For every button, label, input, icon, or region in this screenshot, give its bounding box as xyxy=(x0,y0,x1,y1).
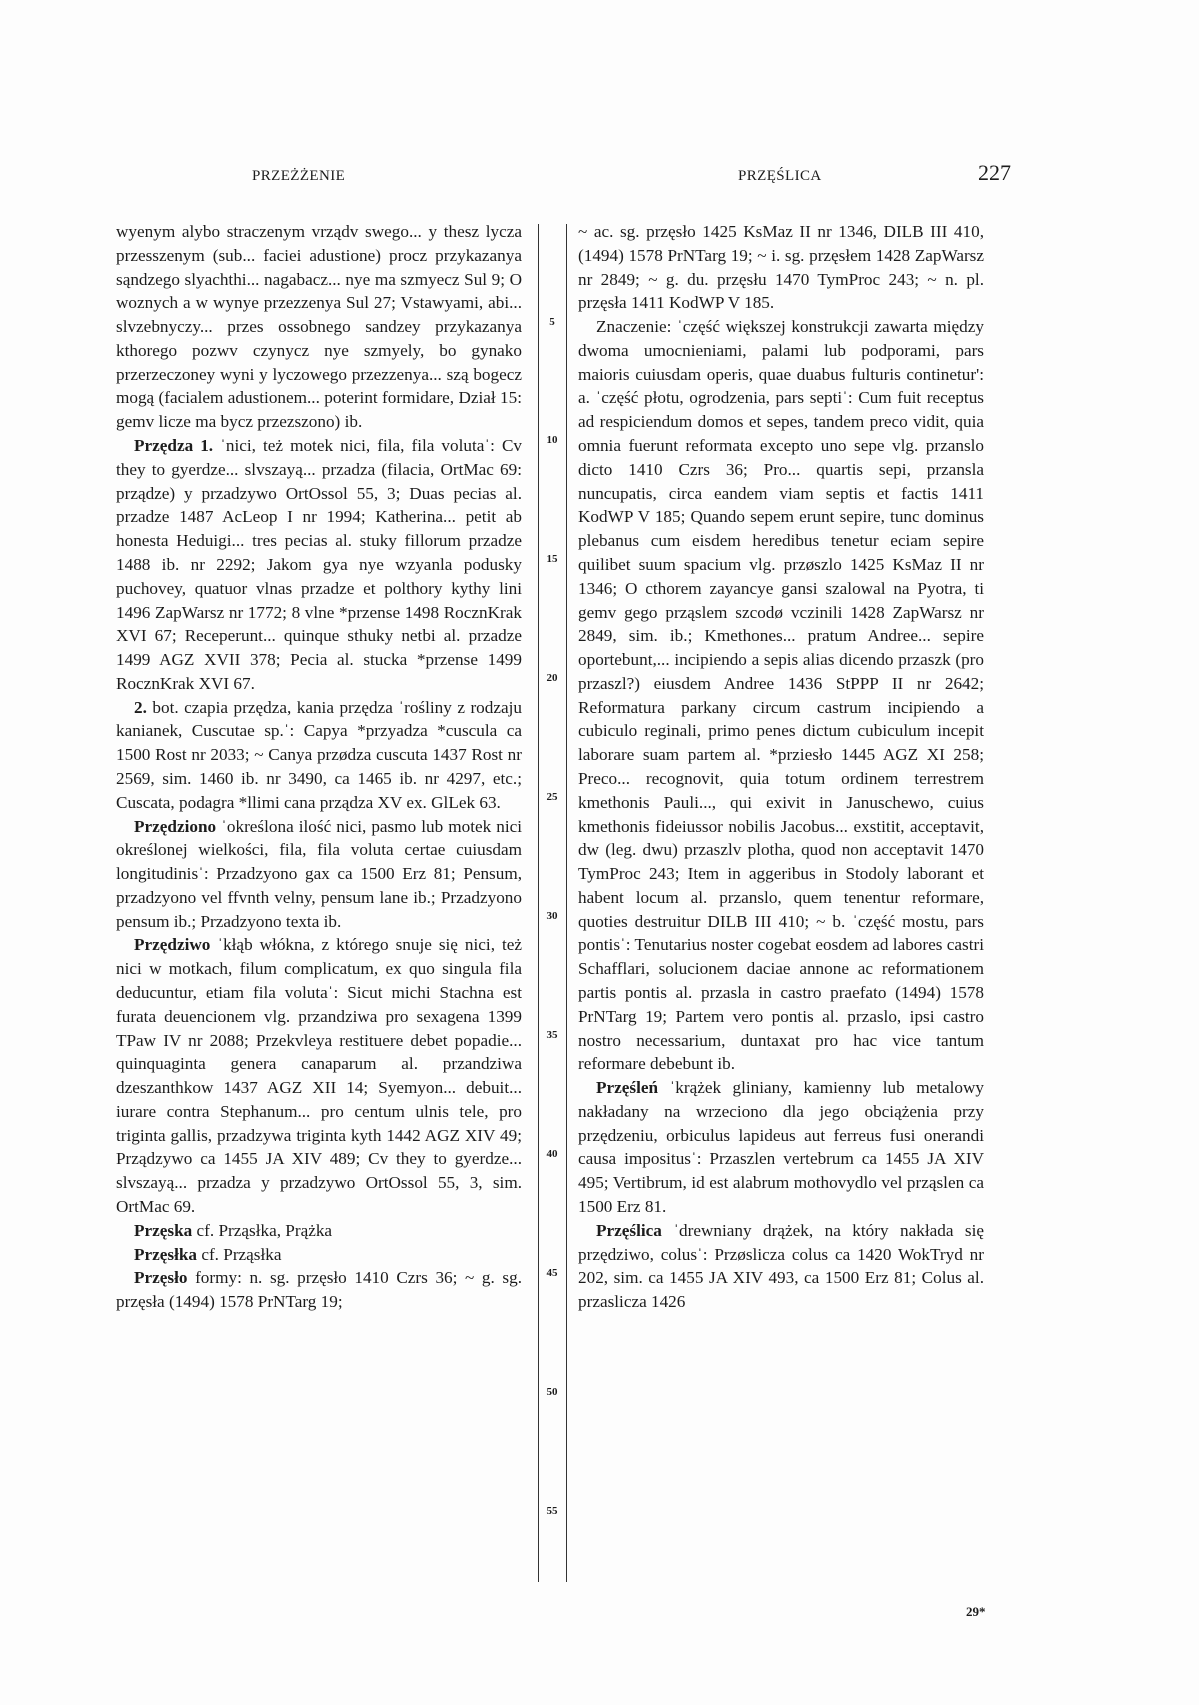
entry-przeslka xyxy=(116,1243,522,1267)
entry-continuation: ~ ac. sg. przęsło 1425 KsMaz II nr 1346, DILB III 410, (1494) 1578 PrNTarg 19; ~ i. sg. przęsłem 1428 ZapWarsz nr 2849; ~ g. du. przęsłu 1470 TymProc 243; ~ n. pl. przęsła 1411 KodWP V 185. xyxy=(578,222,984,313)
line-number: 30 xyxy=(546,910,558,922)
entry-przeska xyxy=(116,1219,522,1243)
sense-number: 2. xyxy=(134,697,147,717)
running-head-center: PRZĘŚLICA xyxy=(738,168,822,184)
line-number: 20 xyxy=(546,672,558,684)
headword: Przęsło xyxy=(134,1268,188,1288)
entry-przeslo xyxy=(116,1266,522,1314)
entry-przedziono xyxy=(116,815,522,934)
line-number: 10 xyxy=(546,434,558,446)
line-number: 50 xyxy=(546,1386,558,1398)
entry-przeslica xyxy=(578,1219,984,1314)
entry-text: bot. czapia przędza, kania przędza ˈrośliny z rodzaju kanianek, Cuscutae sp.ˈ: Capya *przyadza *cuscula ca 1500 Rost nr 2033; ~ Canya przødza cuscuta 1437 Rost nr 2569, sim. 1460 ib. nr 3490, ca 1465 ib. nr 4297, etc.; Cuscata, podagra *llimi cana prządza XV ex. GlLek 63. xyxy=(116,697,522,812)
headword: Przęślica xyxy=(596,1220,662,1240)
line-number: 25 xyxy=(546,791,558,803)
line-number: 5 xyxy=(549,316,555,328)
entry-przedza xyxy=(116,434,522,696)
entry-text: ˈnici, też motek nici, fila, fila volutaˈ: Cv they to gyerdze... slvszayą... przadza (filacia, OrtMac 69: prządze) y przadzywo OrtOssol 55, 3; Duas pecias al. przadze 1487 AcLeop I nr 1994; Katherina... petit ab honesta Heduigi... tres pecias al. stuky fillorum przadze 1488 ib. nr 2292; Jakom gya nye wzyanla podusky puchovey, quatuor vlnas przadze et polthory kythy lini 1496 ZapWarsz nr 1772; 8 vlne *przense 1498 RocznKrak XVI 67; Receperunt... quinque sthuky netbi al. przadze 1499 AGZ XVII 378; Pecia al. stucka *przense 1499 RocznKrak XVI 67. xyxy=(116,436,522,693)
entry-przeslo-meaning: Znaczenie: ˈczęść większej konstrukcji zawarta między dwoma umocnieniami, palami lub podporami, pars maioris cuiusdam operis, quae duabus fulturis continetur': a. ˈczęść płotu, ogrodzenia, pars septiˈ: Cum fuit receptus ad respiciendum domos et sepes, tandem preco vidit, quia omnia fuerunt reformata excepto uno sepe vlg. przanslo dicto 1410 Czrs 36; Pro... quartis sepi, przansla nuncupatis, circa eandem viam septis et factis 1411 KodWP V 185; Quando sepem erunt sepire, tunc dominus plebanus cum eisdem heredibus tenetur eciam sepire quilibet suum spacium vlg. przøszlo 1425 KsMaz II nr 1346; O cthorem zayancye gansi szalowal na Pyotra, ti gemv gego prząslem szcodø vczinili 1428 ZapWarsz nr 2849, sim. ib.; Kmethones... pratum Andree... sepire oportebunt,... incipiendo a sepis alias dicendo przaszk (pro przaszl?) eiusdem Andree 1436 StPPP II nr 2642; Reformatura parkany circum castrum incipiendo a cubiculo reginali, primo penes dictum cubiculum incepit laborare suam partem al. *prziesło 1445 AGZ XI 258; Preco... recognovit, quia totum ordinem terrestrem kmethonis Pauli..., qui exivit in Januschewo, cuius kmethonis fideiussor nobilis Jacobus... exstitit, acceptavit, dw (leg. dwu) przaszlv plotha, quod non acceptavit 1470 TymProc 243; Item in aggeribus in Stodoly laborant et habent locum al. przanslo, quem tenentur reformare, quoties destruitur DILB III 410; ~ b. ˈczęść mostu, pars pontisˈ: Tenutarius noster cogebat eosdem ad labores castri Schafflari, solucionem daciae annone ac reformationem partis pontis al. przasla in castro praefato (1494) 1578 PrNTarg 19; Partem vero pontis al. przaslo, ipsi castro nostro necessarium, duntaxat pro hac vice tantum reformare debebunt ib. xyxy=(578,317,984,1074)
entry-przedziwo xyxy=(116,933,522,1218)
headword: Przęśleń xyxy=(596,1078,659,1098)
entry-continuation: wyenym alybo straczenym vrządv swego... y thesz lycza przesszenym (sub... faciei adustione) procz przykazanya sąndzego slyachthi... nagabacz... nye ma szmyecz Sul 9; O woznych a w wynye przezzenya Sul 27; Vstawyami, abi... slvzebnyczy... przes ossobnego sandzey przykazanya kthoregο pozwv czynycz nye szmyely, bo gynako przerzeczoney wyni y lyczowego przezzenya... szą bogecz mogą (facialem adustionem... poterint formidare, Dział 15: gemv licze ma bycz przezszono) ib. xyxy=(116,222,522,432)
entry-przeslen xyxy=(578,1076,984,1219)
entry-text: ˈkrążek gliniany, kamienny lub metalowy nakładany na wrzeciono dla jego obciążenia przy przędzeniu, orbiculus lapideus aut ferreus fusi onerandi causa impositusˈ: Przaszlen vertebrum ca 1455 JA XIV 495; Vertibrum, id est alabrum mothovydlo vel prząslen ca 1500 Erz 81. xyxy=(578,1078,985,1217)
entry-text: ˈkłąb włókna, z którego snuje się nici, też nici w motkach, filum complicatum, ex quo singula fila deducuntur, etiam fila volutaˈ: Sicut michi Stachna est furata deuencionem vlg. przandziwa pro sexagena 1399 TPaw IV nr 2088; Przekvleya restituere debet popadie... quinquaginta genera canaparum al. przandziwa dzeszanthkow 1437 AGZ XII 14; Syemyon... debuit... iurare contra Stephanum... pro centum ulnis tele, pro triginta gallis, przadzywa triginta kyth 1442 AGZ XIV 49; Prządzywo ca 1455 JA XIV 489; Cv they to gyerdze... slvszayą... przadza y przadzywo OrtOssol 55, 3, sim. OrtMac 69. xyxy=(116,935,522,1217)
line-number: 55 xyxy=(546,1505,558,1517)
entry-przedza-sense-2 xyxy=(116,696,522,815)
entry-text: cf. Prząsłka xyxy=(201,1244,282,1264)
line-number: 40 xyxy=(546,1148,558,1160)
signature-mark: 29* xyxy=(966,1604,986,1619)
headword: Przędziwo xyxy=(134,935,211,955)
entry-text: ˈokreślona ilość nici, pasmo lub motek nici określonej wielkości, fila, fila voluta certae cuiusdam longitudinisˈ: Przadzyono gax ca 1500 Erz 81; Pensum, przadzyono vel ffvnth velny, pensum lane ib.; Przadzyono pensum ib.; Przadzyono texta ib. xyxy=(116,816,523,931)
right-column xyxy=(578,220,984,1314)
entry-text: ˈdrewniany drążek, na który nakłada się przędziwo, colusˈ: Przøslicza colus ca 1420 WokTryd nr 202, sim. ca 1455 JA XIV 493, ca 1500 Erz 81; Colus al. przaslicza 1426 xyxy=(578,1220,985,1312)
column-rule-left xyxy=(538,224,539,1582)
headword: Przędza 1. xyxy=(134,436,214,456)
entry-text: formy: n. sg. przęsło 1410 Czrs 36; ~ g. sg. przęsła (1494) 1578 PrNTarg 19; xyxy=(116,1268,522,1312)
headword: Przęska xyxy=(134,1220,193,1240)
line-number: 15 xyxy=(546,553,558,565)
headword: Przędziono xyxy=(134,816,217,836)
line-number: 35 xyxy=(546,1029,558,1041)
line-number: 45 xyxy=(546,1267,558,1279)
page-number: 227 xyxy=(978,160,1011,185)
entry-text: cf. Prząsłka, Prążka xyxy=(196,1220,333,1240)
column-rule-right xyxy=(566,224,567,1582)
running-head-left: PRZEŻŻENIE xyxy=(252,168,346,184)
headword: Przęsłka xyxy=(134,1244,198,1264)
left-column xyxy=(116,220,522,1314)
